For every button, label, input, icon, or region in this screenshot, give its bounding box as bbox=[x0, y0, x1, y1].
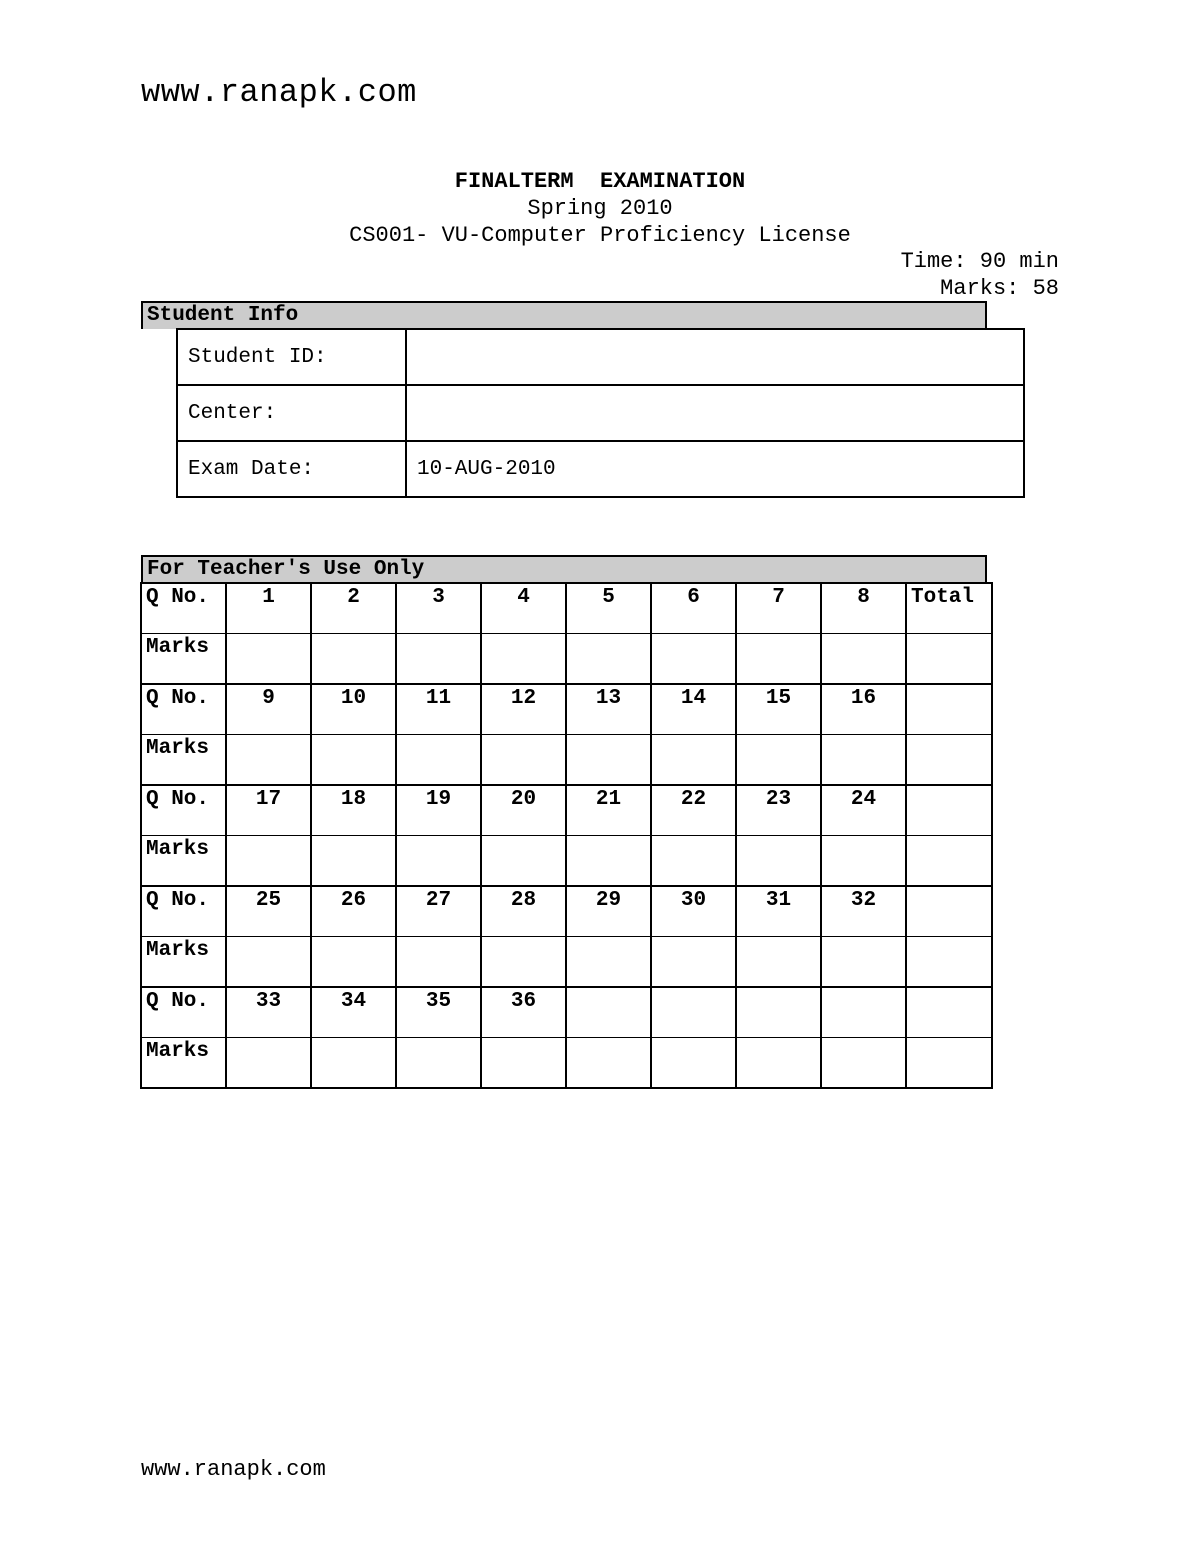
marks-cell[interactable] bbox=[566, 634, 651, 685]
marks-cell[interactable] bbox=[226, 634, 311, 685]
question-number-cell: 6 bbox=[651, 583, 736, 634]
teacher-use-heading: For Teacher's Use Only bbox=[141, 555, 987, 583]
marks-cell[interactable] bbox=[396, 937, 481, 988]
question-number-cell: 34 bbox=[311, 987, 396, 1038]
total-marks-cell[interactable] bbox=[906, 836, 992, 887]
exam-date-value: 10-AUG-2010 bbox=[406, 441, 1024, 497]
total-cell bbox=[906, 684, 992, 735]
marks-cell[interactable] bbox=[311, 735, 396, 786]
exam-term: Spring 2010 bbox=[527, 196, 673, 221]
question-number-cell bbox=[566, 987, 651, 1038]
question-number-cell: 15 bbox=[736, 684, 821, 735]
marks-cell[interactable] bbox=[566, 735, 651, 786]
marks-cell[interactable] bbox=[481, 836, 566, 887]
center-field[interactable] bbox=[406, 385, 1024, 441]
total-cell bbox=[906, 785, 992, 836]
question-number-row bbox=[141, 583, 992, 634]
marks-cell[interactable] bbox=[481, 634, 566, 685]
marks-cell[interactable] bbox=[481, 1038, 566, 1089]
marks-cell[interactable] bbox=[481, 735, 566, 786]
marks-cell[interactable] bbox=[311, 836, 396, 887]
question-number-cell: 3 bbox=[396, 583, 481, 634]
q-no-label: Q No. bbox=[141, 684, 226, 735]
total-cell bbox=[906, 886, 992, 937]
question-number-cell: 17 bbox=[226, 785, 311, 836]
student-info-table bbox=[176, 328, 1025, 498]
question-number-cell: 11 bbox=[396, 684, 481, 735]
marks-cell[interactable] bbox=[226, 1038, 311, 1089]
marks-cell[interactable] bbox=[396, 634, 481, 685]
site-watermark-bottom: www.ranapk.com bbox=[141, 1457, 326, 1482]
question-number-cell: 21 bbox=[566, 785, 651, 836]
total-header: Total bbox=[906, 583, 992, 634]
question-number-row bbox=[141, 987, 992, 1038]
marks-cell[interactable] bbox=[651, 1038, 736, 1089]
marks-row bbox=[141, 735, 992, 786]
marks-label: Marks bbox=[141, 937, 226, 988]
exam-total-marks: Marks: 58 bbox=[940, 276, 1059, 301]
question-number-cell: 20 bbox=[481, 785, 566, 836]
question-number-cell: 35 bbox=[396, 987, 481, 1038]
marks-cell[interactable] bbox=[736, 836, 821, 887]
question-number-cell: 9 bbox=[226, 684, 311, 735]
exam-date-row bbox=[177, 441, 1024, 497]
question-number-cell: 24 bbox=[821, 785, 906, 836]
q-no-label: Q No. bbox=[141, 583, 226, 634]
exam-meta bbox=[901, 248, 1059, 302]
question-number-cell: 5 bbox=[566, 583, 651, 634]
exam-time: Time: 90 min bbox=[900, 249, 1059, 274]
question-number-cell: 14 bbox=[651, 684, 736, 735]
site-watermark-top: www.ranapk.com bbox=[141, 74, 417, 111]
marks-cell[interactable] bbox=[396, 1038, 481, 1089]
marks-cell[interactable] bbox=[736, 937, 821, 988]
marks-cell[interactable] bbox=[736, 735, 821, 786]
question-number-cell: 33 bbox=[226, 987, 311, 1038]
total-marks-cell[interactable] bbox=[906, 634, 992, 685]
student-info-heading: Student Info bbox=[141, 301, 987, 329]
question-number-cell: 27 bbox=[396, 886, 481, 937]
total-marks-cell[interactable] bbox=[906, 1038, 992, 1089]
marks-cell[interactable] bbox=[226, 836, 311, 887]
question-number-cell: 7 bbox=[736, 583, 821, 634]
question-number-cell bbox=[736, 987, 821, 1038]
question-number-cell: 26 bbox=[311, 886, 396, 937]
teacher-marks-table bbox=[140, 582, 993, 1089]
marks-row bbox=[141, 634, 992, 685]
marks-cell[interactable] bbox=[311, 634, 396, 685]
marks-cell[interactable] bbox=[566, 836, 651, 887]
question-number-cell: 23 bbox=[736, 785, 821, 836]
question-number-row bbox=[141, 886, 992, 937]
question-number-cell: 22 bbox=[651, 785, 736, 836]
marks-cell[interactable] bbox=[736, 1038, 821, 1089]
marks-label: Marks bbox=[141, 634, 226, 685]
course-title: CS001- VU-Computer Proficiency License bbox=[349, 223, 851, 248]
marks-cell[interactable] bbox=[396, 836, 481, 887]
exam-date-label: Exam Date: bbox=[177, 441, 406, 497]
marks-cell[interactable] bbox=[566, 937, 651, 988]
exam-header bbox=[0, 168, 1200, 249]
question-number-row bbox=[141, 684, 992, 735]
question-number-cell: 2 bbox=[311, 583, 396, 634]
marks-cell[interactable] bbox=[821, 937, 906, 988]
center-label: Center: bbox=[177, 385, 406, 441]
exam-title: FINALTERM EXAMINATION bbox=[454, 169, 746, 194]
marks-label: Marks bbox=[141, 1038, 226, 1089]
question-number-cell: 31 bbox=[736, 886, 821, 937]
marks-cell[interactable] bbox=[651, 937, 736, 988]
marks-row bbox=[141, 937, 992, 988]
question-number-cell: 19 bbox=[396, 785, 481, 836]
marks-cell[interactable] bbox=[481, 937, 566, 988]
marks-cell[interactable] bbox=[396, 735, 481, 786]
marks-row bbox=[141, 1038, 992, 1089]
question-number-cell: 12 bbox=[481, 684, 566, 735]
question-number-cell: 25 bbox=[226, 886, 311, 937]
marks-cell[interactable] bbox=[821, 836, 906, 887]
marks-cell[interactable] bbox=[736, 634, 821, 685]
marks-cell[interactable] bbox=[651, 735, 736, 786]
question-number-cell: 13 bbox=[566, 684, 651, 735]
center-row bbox=[177, 385, 1024, 441]
q-no-label: Q No. bbox=[141, 785, 226, 836]
marks-cell[interactable] bbox=[821, 735, 906, 786]
question-number-cell: 1 bbox=[226, 583, 311, 634]
marks-row bbox=[141, 836, 992, 887]
marks-cell[interactable] bbox=[821, 1038, 906, 1089]
question-number-row bbox=[141, 785, 992, 836]
marks-cell[interactable] bbox=[311, 937, 396, 988]
marks-label: Marks bbox=[141, 735, 226, 786]
question-number-cell: 36 bbox=[481, 987, 566, 1038]
marks-cell[interactable] bbox=[226, 937, 311, 988]
question-number-cell: 18 bbox=[311, 785, 396, 836]
total-cell bbox=[906, 987, 992, 1038]
question-number-cell bbox=[651, 987, 736, 1038]
total-marks-cell[interactable] bbox=[906, 735, 992, 786]
marks-cell[interactable] bbox=[651, 836, 736, 887]
question-number-cell: 28 bbox=[481, 886, 566, 937]
student-id-field[interactable] bbox=[406, 329, 1024, 385]
question-number-cell: 16 bbox=[821, 684, 906, 735]
question-number-cell: 8 bbox=[821, 583, 906, 634]
question-number-cell bbox=[821, 987, 906, 1038]
student-id-row bbox=[177, 329, 1024, 385]
total-marks-cell[interactable] bbox=[906, 937, 992, 988]
student-id-label: Student ID: bbox=[177, 329, 406, 385]
question-number-cell: 29 bbox=[566, 886, 651, 937]
question-number-cell: 10 bbox=[311, 684, 396, 735]
question-number-cell: 30 bbox=[651, 886, 736, 937]
marks-cell[interactable] bbox=[821, 634, 906, 685]
marks-cell[interactable] bbox=[311, 1038, 396, 1089]
question-number-cell: 4 bbox=[481, 583, 566, 634]
q-no-label: Q No. bbox=[141, 886, 226, 937]
question-number-cell: 32 bbox=[821, 886, 906, 937]
marks-cell[interactable] bbox=[226, 735, 311, 786]
marks-cell[interactable] bbox=[651, 634, 736, 685]
marks-cell[interactable] bbox=[566, 1038, 651, 1089]
q-no-label: Q No. bbox=[141, 987, 226, 1038]
marks-label: Marks bbox=[141, 836, 226, 887]
